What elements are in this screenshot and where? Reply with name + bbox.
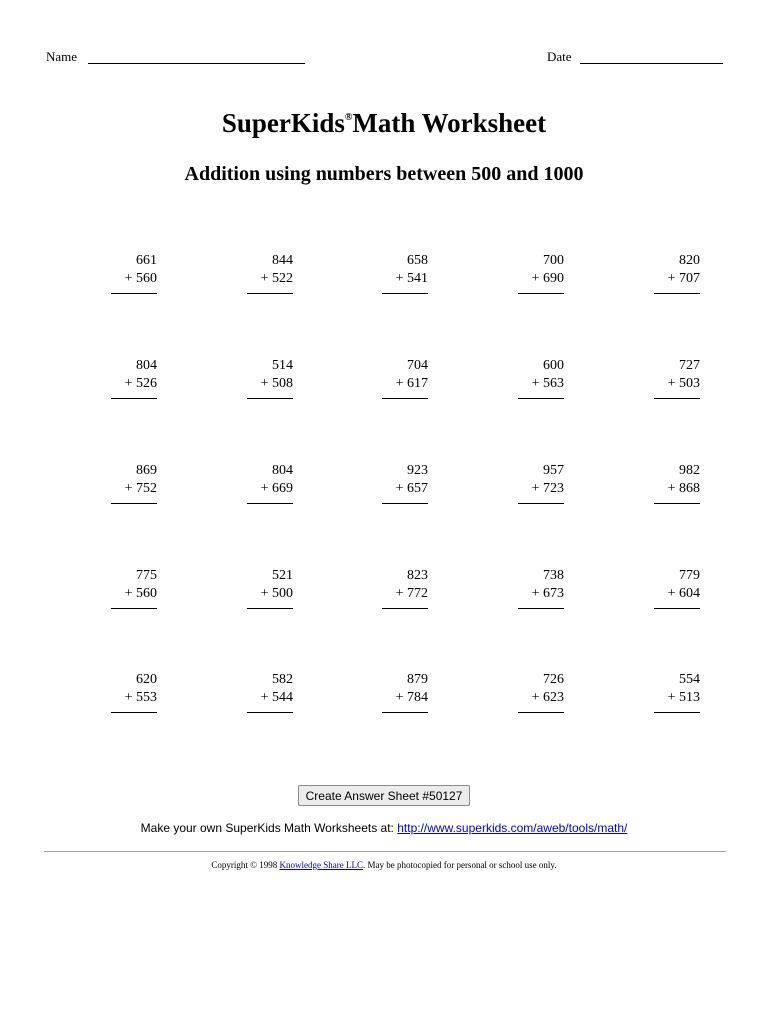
answer-line [654,293,700,294]
answer-line [247,712,293,713]
problem-r2-c3 [358,357,428,399]
problem-r4-c1 [87,567,157,609]
addend-bottom: + 623 [531,689,564,705]
header-row [0,47,768,69]
problem-r5-c5 [630,671,700,713]
addend-top: 700 [543,253,564,268]
copyright-prefix: Copyright © 1998 [211,860,278,870]
addend-top: 727 [679,358,700,373]
knowledge-share-link[interactable]: Knowledge Share LLC [279,860,363,870]
problem-r1-c5 [630,252,700,294]
addend-bottom: + 723 [531,480,564,496]
addend-top: 982 [679,463,700,478]
answer-line [382,712,428,713]
answer-line [518,398,564,399]
name-label: Name [46,49,78,64]
problem-r4-c5 [630,567,700,609]
addend-top: 726 [543,672,564,687]
addend-bottom: + 522 [260,270,293,286]
answer-line [518,712,564,713]
answer-line [247,293,293,294]
addend-top: 704 [407,358,428,373]
problem-r4-c2 [223,567,293,609]
answer-line [247,608,293,609]
addend-bottom: + 669 [260,480,293,496]
addend-top: 582 [272,672,293,687]
answer-controls [0,785,768,806]
answer-line [111,712,157,713]
addend-top: 775 [136,568,157,583]
page-subtitle: Addition using numbers between 500 and 1000 [184,163,584,185]
addend-bottom: + 617 [395,375,428,391]
addend-top: 869 [136,463,157,478]
answer-line [382,293,428,294]
answer-line [111,503,157,504]
problem-r5-c4 [494,671,564,713]
addend-top: 554 [679,672,700,687]
problem-r1-c1 [87,252,157,294]
answer-line [247,398,293,399]
addend-bottom: + 563 [531,375,564,391]
registered-mark: ® [344,112,353,123]
addend-bottom: + 541 [395,270,428,286]
addend-bottom: + 508 [260,375,293,391]
addend-top: 820 [679,253,700,268]
addend-top: 923 [407,463,428,478]
problem-r5-c1 [87,671,157,713]
answer-line [518,608,564,609]
problem-r1-c4 [494,252,564,294]
addend-top: 804 [272,463,293,478]
addend-bottom: + 657 [395,480,428,496]
addend-bottom: + 772 [395,585,428,601]
answer-line [518,503,564,504]
problem-r1-c2 [223,252,293,294]
addend-bottom: + 784 [395,689,428,705]
addend-bottom: + 752 [124,480,157,496]
addend-bottom: + 526 [124,375,157,391]
addend-top: 879 [407,672,428,687]
problem-r2-c2 [223,357,293,399]
addend-top: 600 [543,358,564,373]
answer-line [111,398,157,399]
addend-top: 620 [136,672,157,687]
problem-r2-c4 [494,357,564,399]
addend-bottom: + 503 [667,375,700,391]
answer-line [111,608,157,609]
problem-r1-c3 [358,252,428,294]
addend-bottom: + 560 [124,585,157,601]
addend-bottom: + 707 [667,270,700,286]
addend-bottom: + 868 [667,480,700,496]
problem-r3-c3 [358,462,428,504]
problem-r5-c3 [358,671,428,713]
problem-r2-c1 [87,357,157,399]
addend-top: 779 [679,568,700,583]
addend-bottom: + 513 [667,689,700,705]
problem-r3-c5 [630,462,700,504]
addend-bottom: + 604 [667,585,700,601]
addend-top: 521 [272,568,293,583]
addend-bottom: + 560 [124,270,157,286]
problem-r3-c1 [87,462,157,504]
make-own-line [0,821,768,835]
create-answer-sheet-button[interactable]: Create Answer Sheet #50127 [298,785,471,806]
copyright-suffix: . May be photocopied for personal or school use only. [362,860,557,870]
name-line [88,63,305,64]
problem-grid [0,252,768,732]
addend-top: 738 [543,568,564,583]
page-title [0,108,768,139]
problem-r2-c5 [630,357,700,399]
date-label: Date [547,49,572,64]
title-brand: SuperKids [221,108,345,138]
addend-bottom: + 673 [531,585,564,601]
answer-line [654,503,700,504]
superkids-tools-link[interactable]: http://www.superkids.com/aweb/tools/math/ [397,821,628,835]
addend-top: 514 [272,358,293,373]
answer-line [654,608,700,609]
problem-r4-c4 [494,567,564,609]
addend-top: 957 [543,463,564,478]
addend-bottom: + 553 [124,689,157,705]
problem-r5-c2 [223,671,293,713]
addend-top: 804 [136,358,157,373]
date-line [580,63,723,64]
problem-r3-c2 [223,462,293,504]
addend-top: 658 [407,253,428,268]
problem-r4-c3 [358,567,428,609]
answer-line [247,503,293,504]
make-own-text: Make your own SuperKids Math Worksheets at: [140,821,394,835]
answer-line [111,293,157,294]
addend-top: 844 [272,253,293,268]
answer-line [382,503,428,504]
title-rest: Math Worksheet [352,108,547,138]
answer-line [654,398,700,399]
answer-line [654,712,700,713]
answer-line [382,608,428,609]
copyright-line [0,860,768,870]
answer-line [382,398,428,399]
addend-bottom: + 500 [260,585,293,601]
answer-line [518,293,564,294]
divider [44,851,726,852]
addend-top: 823 [407,568,428,583]
addend-bottom: + 690 [531,270,564,286]
addend-bottom: + 544 [260,689,293,705]
problem-r3-c4 [494,462,564,504]
addend-top: 661 [136,253,157,268]
